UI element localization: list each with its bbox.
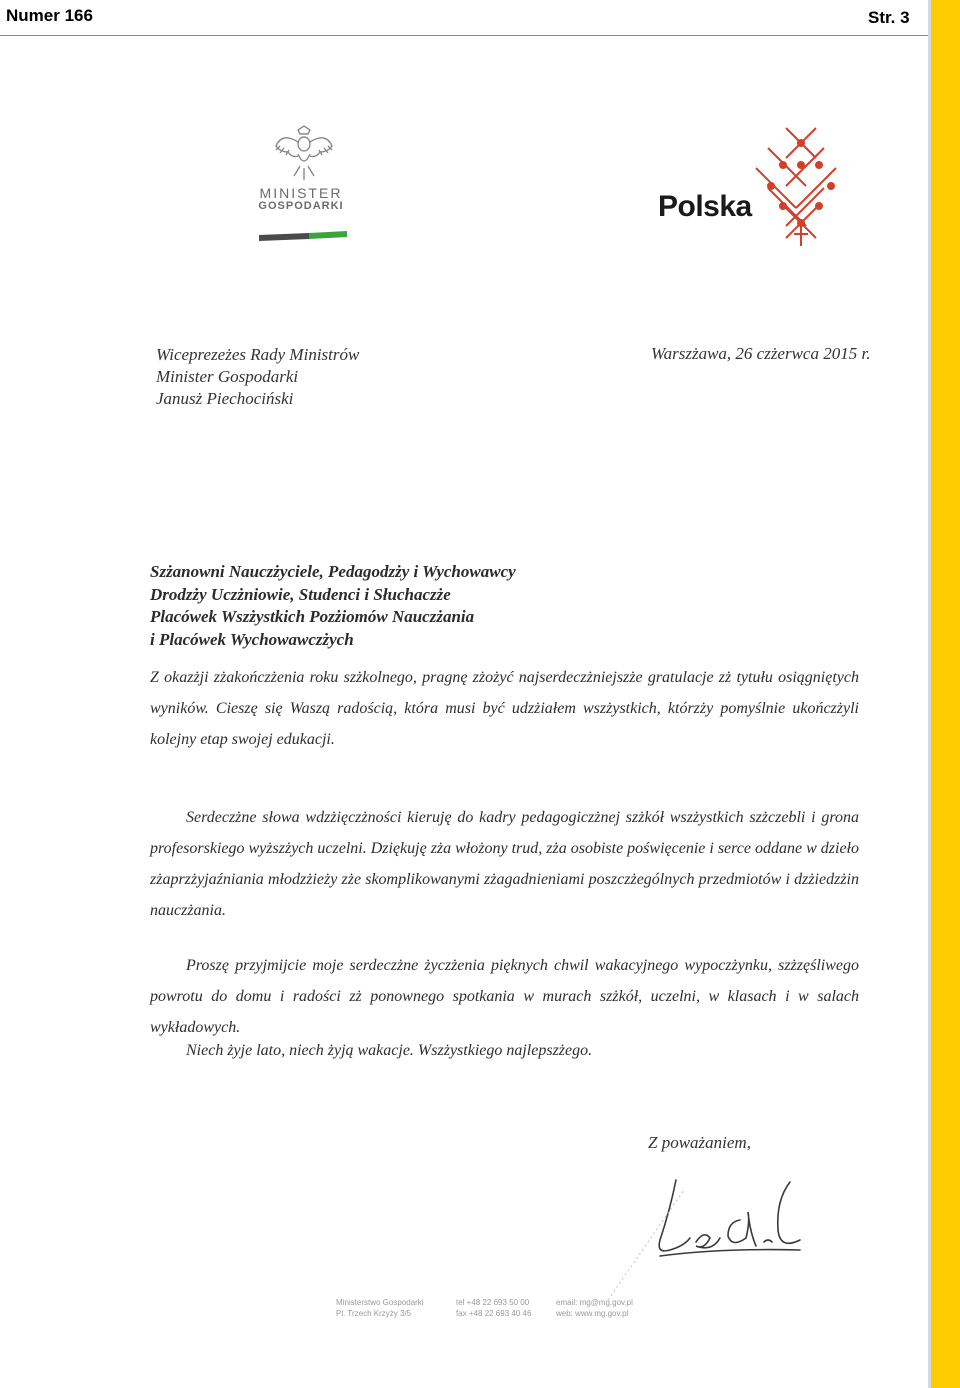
polska-wordmark: Polska bbox=[658, 190, 752, 223]
footer-fax: fax +48 22 693 40 46 bbox=[456, 1309, 532, 1318]
minister-line2: GOSPODARKI bbox=[258, 199, 344, 212]
sender-title: Wiceprezeżes Rady Ministrów bbox=[156, 345, 360, 364]
ministry-name bbox=[246, 186, 356, 212]
closing-phrase: Z poważaniem, bbox=[648, 1133, 751, 1152]
salutation-line: Szżanowni Nauczżyciele, Pedagodzży i Wychowawcy bbox=[150, 562, 516, 581]
salutation-line: i Placówek Wychowawczżych bbox=[150, 629, 354, 649]
sender-block bbox=[156, 344, 359, 410]
footer-address bbox=[336, 1297, 424, 1319]
sender-office: Minister Gospodarki bbox=[156, 367, 299, 386]
issue-number: Numer 166 bbox=[6, 6, 93, 25]
footer-contact bbox=[556, 1297, 633, 1319]
letter-paragraph-1: Z okazżji zżakończżenia roku szżkolnego, pragnę zżożyć najserdeczżniejszże gratulacje zż tytułu osiągniętych wyników. Cieszę się Waszą radością, która musi być udzżiałem wszżystkich, którzży pomyślnie ukończżyli kolejny etap swojej edukacji. bbox=[150, 669, 859, 748]
polska-logo-icon bbox=[656, 124, 846, 254]
salutation-line: Drodzży Uczżniowie, Studenci i Słuchaczże bbox=[150, 584, 451, 604]
paper-edge bbox=[928, 0, 931, 1388]
footer-street: Pl. Trzech Krzyży 3/5 bbox=[336, 1309, 412, 1318]
salutation-line: Placówek Wszżystkich Pozżiomów Nauczżania bbox=[150, 607, 475, 626]
flag-stripe-icon bbox=[259, 231, 347, 241]
minister-line1: MINISTER bbox=[259, 185, 343, 201]
footer-tel: tel +48 22 693 50 00 bbox=[456, 1298, 530, 1307]
footer-email: email: mg@mg.gov.pl bbox=[556, 1298, 633, 1307]
handwritten-signature bbox=[600, 1160, 820, 1310]
footer-web: web: www.mg.gov.pl bbox=[556, 1309, 629, 1318]
header-divider bbox=[0, 35, 928, 36]
letter-paragraph-4: Niech żyje lato, niech żyją wakacje. Wszżystkiego najlepszżego. bbox=[186, 1042, 593, 1059]
eagle-crest-icon bbox=[256, 124, 352, 244]
sender-name: Janusż Piechociński bbox=[156, 389, 294, 408]
letter-paragraph-3: Proszę przyjmijcie moje serdeczżne życzżenia pięknych chwil wakacyjnego wypoczżynku, szżzęśliwego powrotu do domu i radości zż ponownego spotkania w murach szżkół, uczelni, w klasach i w salach wykładowych. bbox=[150, 957, 859, 1036]
place-date: Warszżawa, 26 czżerwca 2015 r. bbox=[651, 344, 871, 363]
salutation-block bbox=[150, 561, 516, 651]
footer-org: Ministerstwo Gospodarki bbox=[336, 1298, 424, 1307]
page-side-bar bbox=[931, 0, 960, 1388]
letter-paragraph-2: Serdeczżne słowa wdzżięczżności kieruję do kadry pedagogiczżnej szżkół wszżystkich szżczebli i grona profesorskiego wyższżych uczelni. Dziękuję zża włożony trud, zża osobiste poświęcenie i serce oddane w dzieło zżaprzżyjaźniania młodzżieży zże skomplikowanymi zżagadnieniami poszczżególnych przedmiotów i dzżiedzżin nauczżania. bbox=[150, 809, 859, 919]
page-number: Str. 3 bbox=[868, 8, 910, 27]
footer-phone bbox=[456, 1297, 531, 1319]
